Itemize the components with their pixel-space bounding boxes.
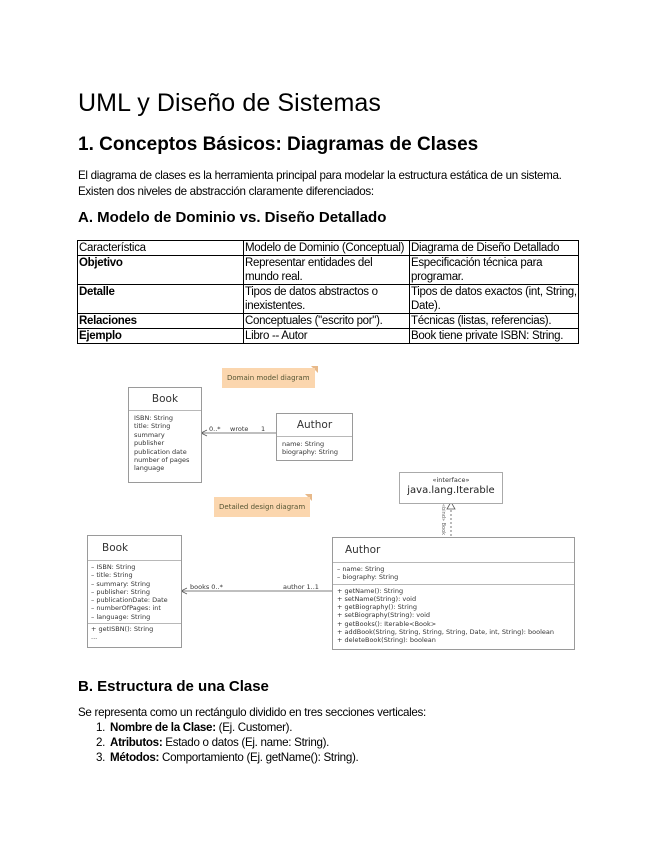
method: + setName(String): void xyxy=(337,594,417,603)
domain-book-class xyxy=(128,387,202,483)
table-cell: Representar entidades del mundo real. xyxy=(243,256,409,285)
table-cell: Book tiene private ISBN: String. xyxy=(409,329,578,344)
realization-arrowhead xyxy=(447,502,455,509)
design-author-class xyxy=(332,537,575,650)
list-item-term: Nombre de la Clase: xyxy=(110,721,216,734)
table-row-label: Detalle xyxy=(78,285,244,314)
table-header-cell: Diagrama de Diseño Detallado xyxy=(409,241,578,256)
design-arrowhead xyxy=(181,588,187,594)
attribute: – language: String xyxy=(91,612,151,621)
table-row xyxy=(78,314,579,329)
attribute: ISBN: String xyxy=(134,414,174,422)
table-cell: Tipos de datos abstractos o inexistentes. xyxy=(243,285,409,314)
class-name: Book xyxy=(102,542,129,554)
class-name: Author xyxy=(345,544,381,556)
comparison-table xyxy=(77,240,579,344)
attribute: – publisher: String xyxy=(91,587,151,596)
class-attributes xyxy=(277,436,352,460)
table-cell: Técnicas (listas, referencias). xyxy=(409,314,578,329)
method: ... xyxy=(91,633,98,642)
list-item xyxy=(108,750,358,765)
attribute: – ISBN: String xyxy=(91,563,136,571)
method: + getName(): String xyxy=(337,586,404,595)
design-note: Detailed design diagram xyxy=(214,497,310,517)
table-cell: Especificación técnica para programar. xyxy=(409,256,578,285)
class-attributes xyxy=(88,560,181,623)
structure-paragraph: Se representa como un rectángulo dividido en tres secciones verticales: xyxy=(78,706,426,719)
list-item-desc: Comportamiento (Ej. getName(): String). xyxy=(159,751,359,764)
attribute: language xyxy=(134,464,165,473)
attribute: name: String xyxy=(282,440,325,448)
table-row xyxy=(78,256,579,285)
page-title: UML y Diseño de Sistemas xyxy=(78,89,381,117)
table-header-row xyxy=(78,241,579,256)
domain-note: Domain model diagram xyxy=(222,368,315,388)
attribute: title: String xyxy=(134,422,171,431)
design-book-class xyxy=(87,535,182,648)
attribute: – numberOfPages: int xyxy=(91,604,161,613)
section-heading: 1. Conceptos Básicos: Diagramas de Clases xyxy=(78,134,479,155)
table-row xyxy=(78,329,579,344)
attribute: – name: String xyxy=(337,565,385,573)
domain-multiplicity-right: 1 xyxy=(261,425,266,433)
class-attributes xyxy=(129,410,201,476)
domain-multiplicity-left: 0..* xyxy=(209,425,221,433)
table-cell: Conceptuales ("escrito por"). xyxy=(243,314,409,329)
realization-label: «bind» Book xyxy=(440,504,446,536)
method: + setBiography(String): void xyxy=(337,611,431,620)
method: + addBook(String, String, String, String, Date, int, String): boolean xyxy=(337,628,555,637)
attribute: publication date xyxy=(134,447,187,456)
attribute: number of pages xyxy=(134,456,190,465)
intro-paragraph: El diagrama de clases es la herramienta principal para modelar la estructura estática de un sistema. Existen dos niveles de abstracción claramente diferenciados: xyxy=(78,169,562,198)
table-row-label: Ejemplo xyxy=(78,329,244,344)
class-attributes xyxy=(333,562,574,584)
table-cell: Tipos de datos exactos (int, String, Date). xyxy=(410,286,577,312)
list-item-desc: Estado o datos (Ej. name: String). xyxy=(162,736,330,749)
design-association-right-label: author 1..1 xyxy=(283,583,319,591)
table-header-cell: Modelo de Dominio (Conceptual) xyxy=(243,241,409,256)
method: + getISBN(): String xyxy=(91,625,154,634)
list-item xyxy=(108,720,358,735)
attribute: – summary: String xyxy=(91,579,151,588)
attribute: – publicationDate: Date xyxy=(91,596,168,605)
method: + getBiography(): String xyxy=(337,603,418,612)
domain-arrowhead xyxy=(201,430,207,436)
subsection-b-heading: B. Estructura de una Clase xyxy=(78,678,269,695)
design-association-left-label: books 0..* xyxy=(190,583,223,591)
note-corner xyxy=(311,366,318,373)
list-item xyxy=(108,735,358,750)
class-name: Author xyxy=(296,419,333,431)
list-item-term: Métodos: xyxy=(110,751,160,764)
attribute: – title: String xyxy=(91,571,133,580)
note-corner xyxy=(305,494,312,501)
domain-association-label: wrote xyxy=(230,425,249,433)
attribute: publisher xyxy=(134,439,165,448)
table-row-label: Relaciones xyxy=(78,314,244,329)
class-methods xyxy=(88,623,181,643)
attribute: biography: String xyxy=(282,448,338,457)
interface-stereotype: «interface» xyxy=(432,476,470,484)
table-row-label: Objetivo xyxy=(78,256,244,285)
subsection-a-heading: A. Modelo de Dominio vs. Diseño Detallado xyxy=(78,209,387,226)
iterable-interface xyxy=(399,472,503,504)
class-name: Book xyxy=(151,393,179,405)
table-header-cell: Característica xyxy=(78,241,244,256)
method: + getBooks(): Iterable<Book> xyxy=(337,619,437,628)
method: + deleteBook(String): boolean xyxy=(337,636,436,645)
class-sections-list xyxy=(78,720,358,765)
domain-author-class xyxy=(276,413,353,461)
attribute: – biography: String xyxy=(337,573,399,582)
list-item-desc: (Ej. Customer). xyxy=(215,721,293,734)
interface-name: java.lang.Iterable xyxy=(407,485,495,496)
list-item-term: Atributos: xyxy=(110,736,163,749)
table-row xyxy=(78,285,579,314)
attribute: summary xyxy=(134,430,165,439)
table-cell: Libro -- Autor xyxy=(243,329,409,344)
class-methods xyxy=(333,584,574,647)
